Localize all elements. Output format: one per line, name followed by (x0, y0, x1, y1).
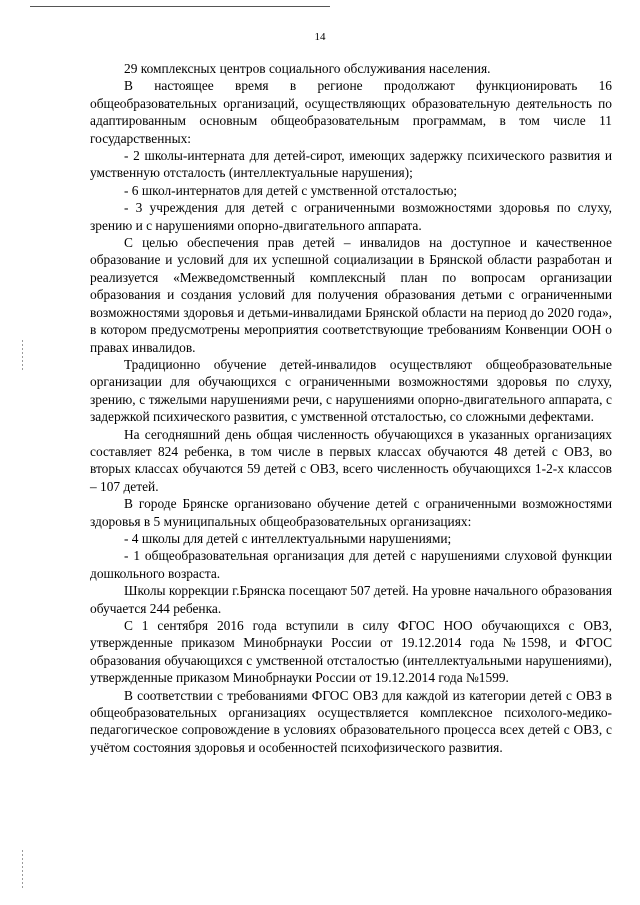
left-margin-mark (22, 340, 23, 370)
paragraph: С 1 сентября 2016 года вступили в силу ФГОС НОО обучающихся с ОВЗ, утвержденные приказом Минобрнауки России от 19.12.2014 года №1598, и ФГОС образования обучающихся с умственной отсталостью (интеллектуальными нарушениями), утвержденные приказом Минобрнауки России от 19.12.2014 года №1599. (90, 618, 612, 686)
list-item: - 4 школы для детей с интеллектуальными нарушениями; (124, 530, 452, 546)
paragraph: В городе Брянске организовано обучение детей с ограниченными возможностями здоровья в 5 муниципальных общеобразовательных организациях: (90, 496, 612, 529)
document-body (90, 60, 612, 756)
paragraph: Традиционно обучение детей-инвалидов осуществляют общеобразовательные организации для обучающихся с ограниченными возможностями здоровья по слуху, зрению, с тяжелыми нарушениями речи, с нарушениями опорно-двигательного аппарата, с задержкой психического развития, с умственной отсталостью, со сложными дефектами. (90, 356, 612, 425)
list-item: - 3 учреждения для детей с ограниченными возможностями здоровья по слуху, зрению и с нарушениями опорно-двигательного аппарата. (90, 200, 612, 233)
paragraph: В настоящее время в регионе продолжают функционировать 16 общеобразовательных организаций, осуществляющих образовательную деятельность по адаптированным основным общеобразовательным программам, в том числе 11 государственных: (90, 78, 612, 146)
list-item: - 6 школ-интернатов для детей с умственной отсталостью; (124, 182, 458, 198)
paragraph: 29 комплексных центров социального обслуживания населения. (124, 61, 491, 76)
page-number: 14 (314, 31, 326, 43)
paragraph: В соответствии с требованиями ФГОС ОВЗ для каждой из категории детей с ОВЗ в общеобразовательных организациях осуществляется комплексное психолого-медико-педагогическое сопровождение в условиях образовательного процесса всех детей с ОВЗ, с учётом состояния здоровья и особенностей психофизического развития. (90, 687, 612, 755)
paragraph: На сегодняшний день общая численность обучающихся в указанных организациях составляет 824 ребенка, в том числе в первых классах обучаются 48 детей с ОВЗ, во вторых классах обучаются 59 детей с ОВЗ, всего численность обучающихся 1-2-х классов – 107 детей. (90, 426, 612, 494)
paragraph: Школы коррекции г.Брянска посещают 507 детей. На уровне начального образования обучается 244 ребенка. (90, 583, 612, 616)
list-item: - 1 общеобразовательная организация для детей с нарушениями слуховой функции дошкольного возраста. (90, 548, 612, 581)
top-border-line (30, 6, 330, 7)
paragraph: С целью обеспечения прав детей – инвалидов на доступное и качественное образование и условий для их успешной социализации в Брянской области разработан и реализуется «Межведомственный комплексный план по вопросам организации образования и создания условий для получения образования детьми с ограниченными возможностями здоровья и детьми-инвалидами Брянской области на период до 2020 года», в котором предусмотрены мероприятия соответствующие требованиям Конвенции ООН о правах инвалидов. (90, 235, 612, 355)
list-item: - 2 школы-интерната для детей-сирот, имеющих задержку психического развития и умственную отсталость (интеллектуальные нарушения); (90, 148, 612, 181)
left-margin-mark (22, 850, 23, 890)
